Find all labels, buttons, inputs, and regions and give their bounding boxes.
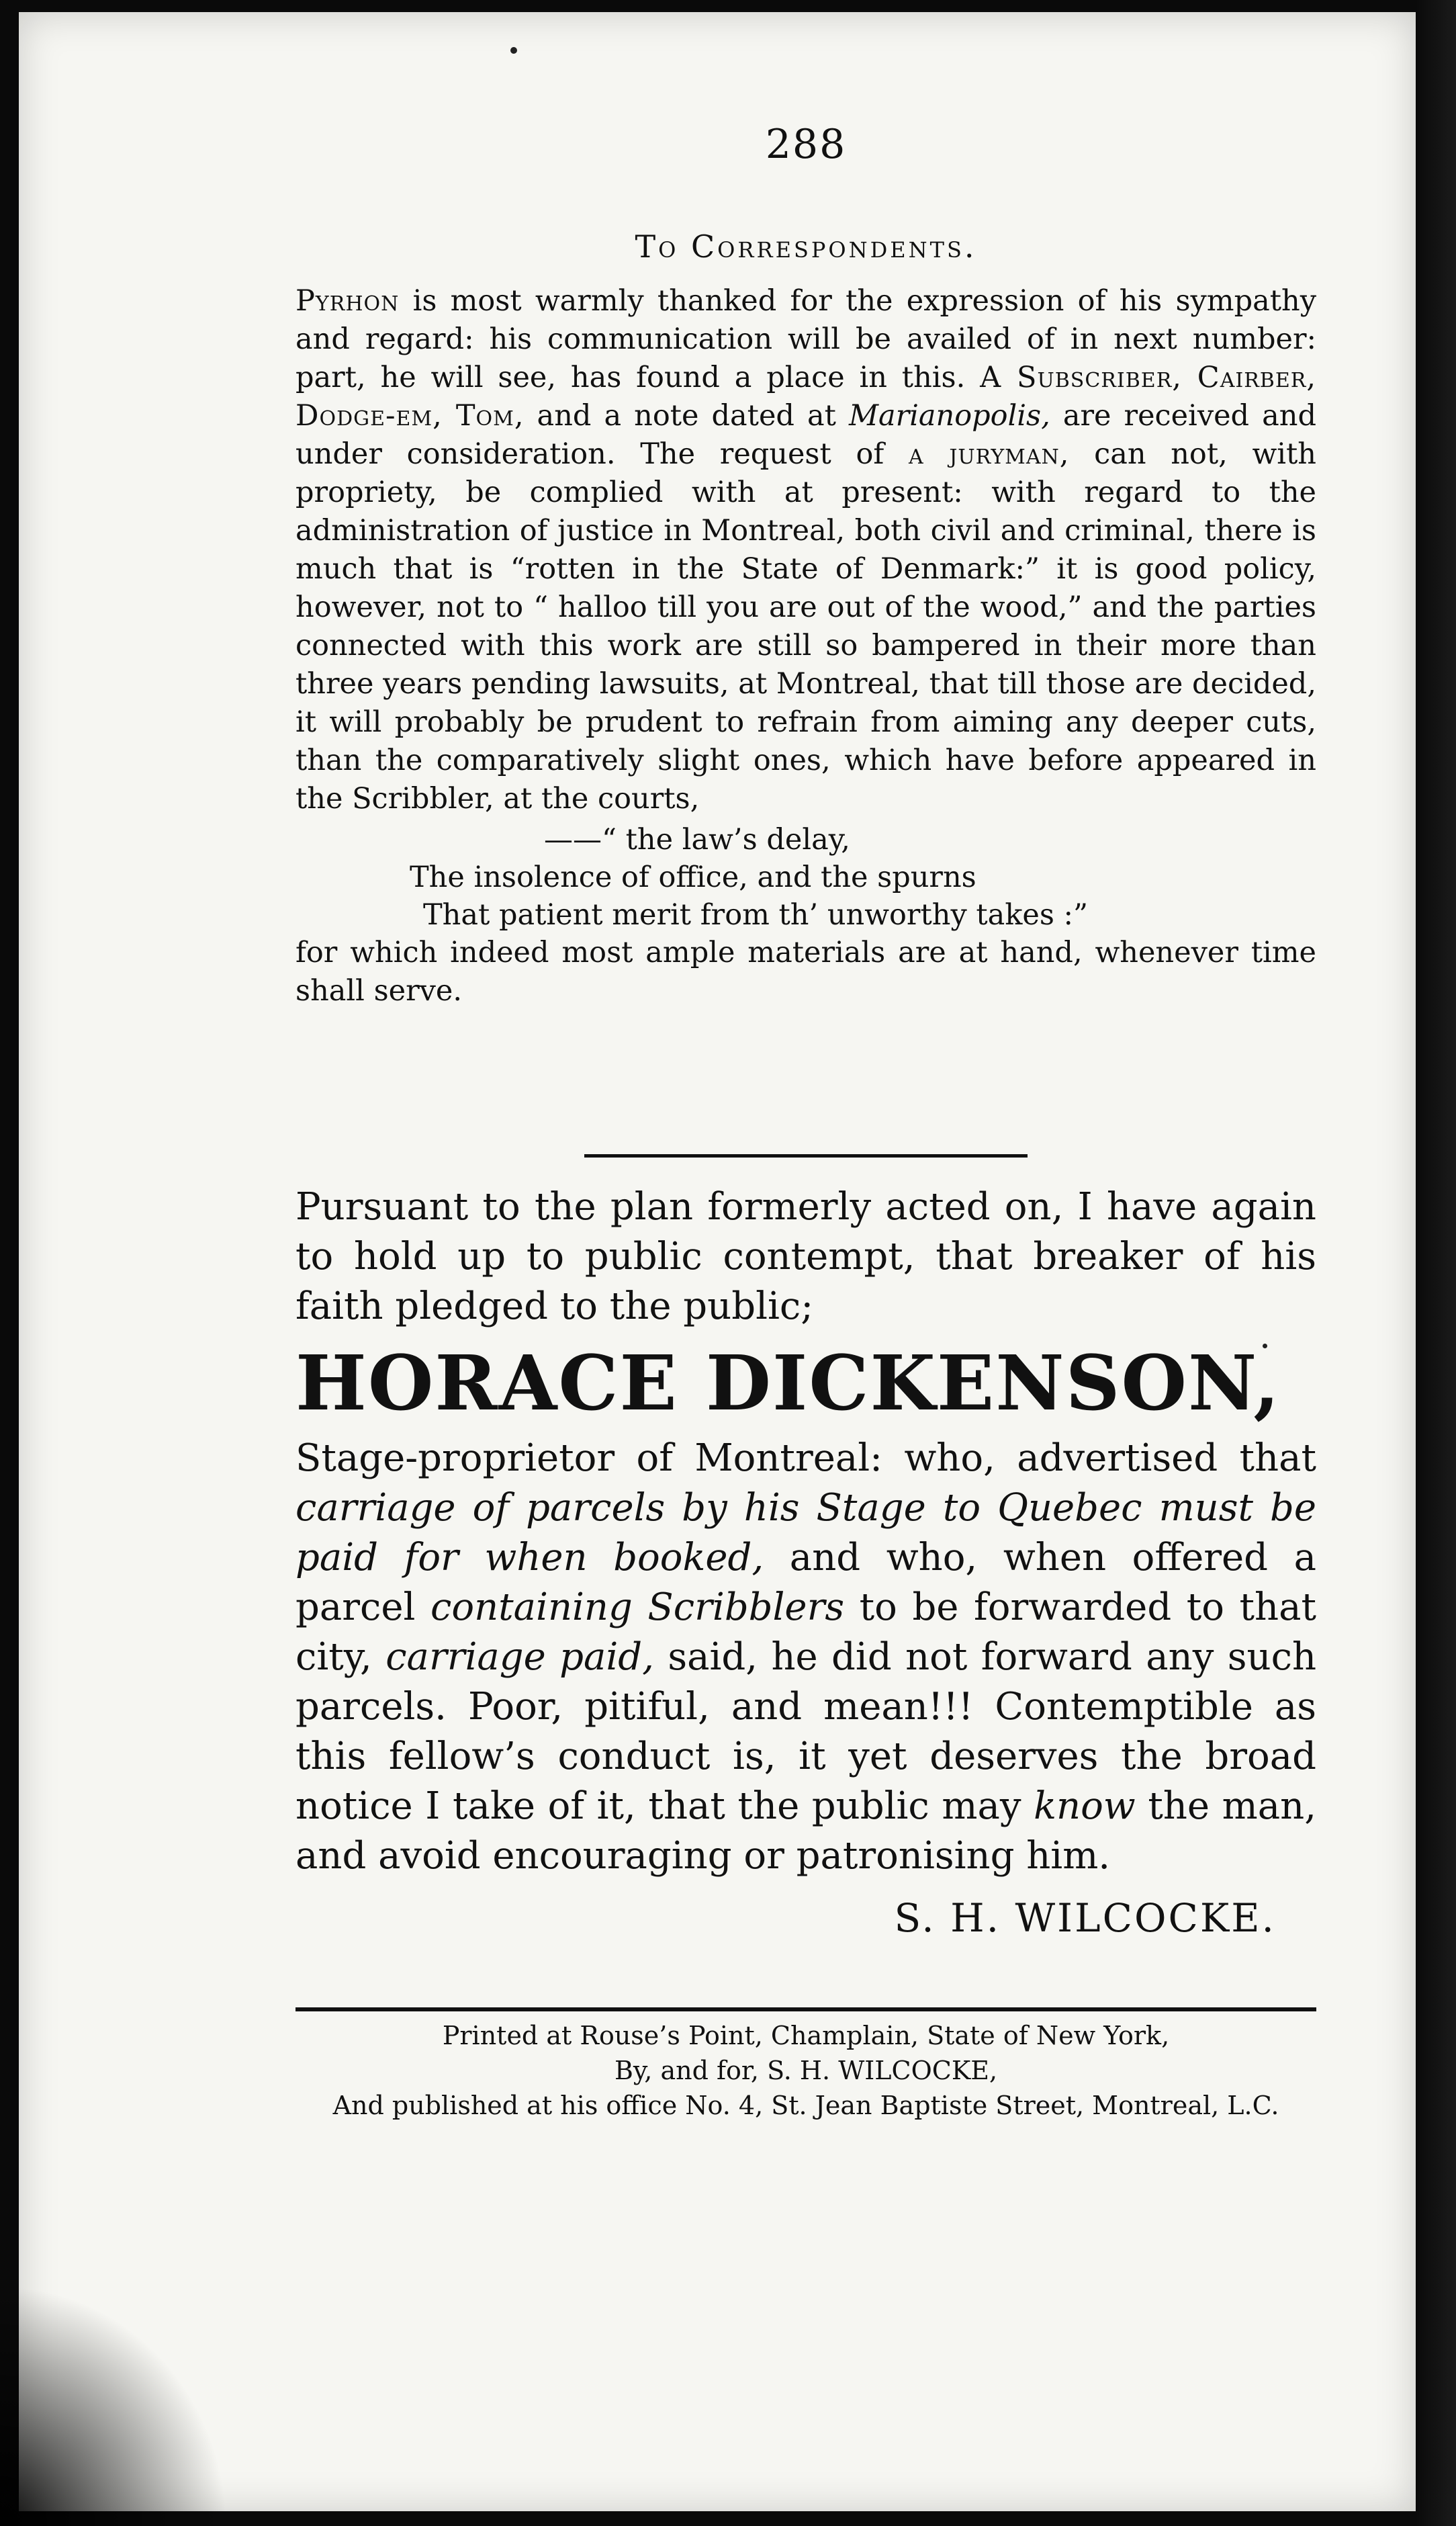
notice-text-run: carriage of parcels by his Stage to Quebec must be paid for when booked, [295,1486,1316,1579]
notice-text-run: know [1034,1784,1136,1828]
notice-text-run: to be forwarded to that city, [295,1585,1317,1679]
correspondents-section [295,282,1316,1010]
notice-headline: HORACE DICKENSON, [295,1340,1281,1428]
notice-intro: Pursuant to the plan formerly acted on, I have again to hold up to public contempt, that breaker of his faith pledged to the public; [295,1185,1316,1328]
correspondents-text-run: are received and under consideration. The request of [295,399,1316,471]
correspondents-text-run: A Subscriber, Cairber, Dodge-em, Tom, [295,361,1317,433]
correspondents-closing: for which indeed most ample materials are at hand, whenever time shall serve. [295,936,1316,1008]
notice-text-run: and who, when offered a parcel [295,1536,1316,1629]
quote-line: That patient merit from th’ unworthy takes :” [423,898,1089,932]
section-divider [584,1154,1028,1158]
notice-body [295,1434,1316,1881]
notice-text-run: Stage-proprietor of Montreal: who, advertised that [295,1436,1316,1480]
signature: S. H. WILCOCKE. [894,1895,1276,1941]
public-notice [295,1182,1316,1943]
notice-text-run: containing Scribblers [430,1585,845,1629]
notice-text-run: said, he did not forward any such parcels. Poor, pitiful, and mean!!! Contemptible as this fellow’s conduct is, it yet deserves the broad notice I take of it, that the public may [295,1635,1317,1828]
quote-line: The insolence of office, and the spurns [410,861,976,894]
imprint-line: By, and for, S. H. WILCOCKE, [614,2056,998,2085]
shakespeare-quote [410,821,1316,934]
correspondents-text-run: a juryman, [908,437,1070,471]
binding-edge [1416,0,1456,2526]
scan-shadow [0,2284,228,2526]
correspondents-text-run: Marianopolis, [848,399,1050,433]
page-number: 288 [765,121,847,168]
imprint-line: And published at his office No. 4, St. Jean Baptiste Street, Montreal, L.C. [332,2091,1279,2120]
imprint-line: Printed at Rouse’s Point, Champlain, State of New York, [442,2021,1170,2050]
correspondents-text-run: is most warmly thanked for the expression of his sympathy and regard: his communication will be availed of in next number: part, he will see, has found a place in this. [295,284,1316,394]
section-heading: To Correspondents. [635,228,977,265]
text-column [295,0,1316,2526]
notice-text-run: carriage paid, [385,1635,654,1679]
imprint-rule [295,2007,1316,2011]
correspondents-text-run: can not, with propriety, be complied with at present: with regard to the administration of justice in Montreal, both civil and criminal, there is much that is “rotten in the State of Denmark:” it is good policy, however, not to “ halloo till you are out of the wood,” and the parties connected with this work are still so bampered in their more than three years pending lawsuits, at Montreal, that till those are decided, it will probably be prudent to refrain from aiming any deeper cuts, than the comparatively slight ones, which have before appeared in the Scribbler, at the courts, [295,437,1317,816]
correspondents-paragraph [295,282,1316,818]
printer-imprint [295,2018,1316,2123]
correspondents-text-run: and a note dated at [524,399,849,433]
notice-text-run: the man, and avoid encouraging or patronising him. [295,1784,1316,1878]
quote-line: ——“ the law’s delay, [544,823,850,857]
correspondents-text-run: Pyrhon [295,284,400,318]
